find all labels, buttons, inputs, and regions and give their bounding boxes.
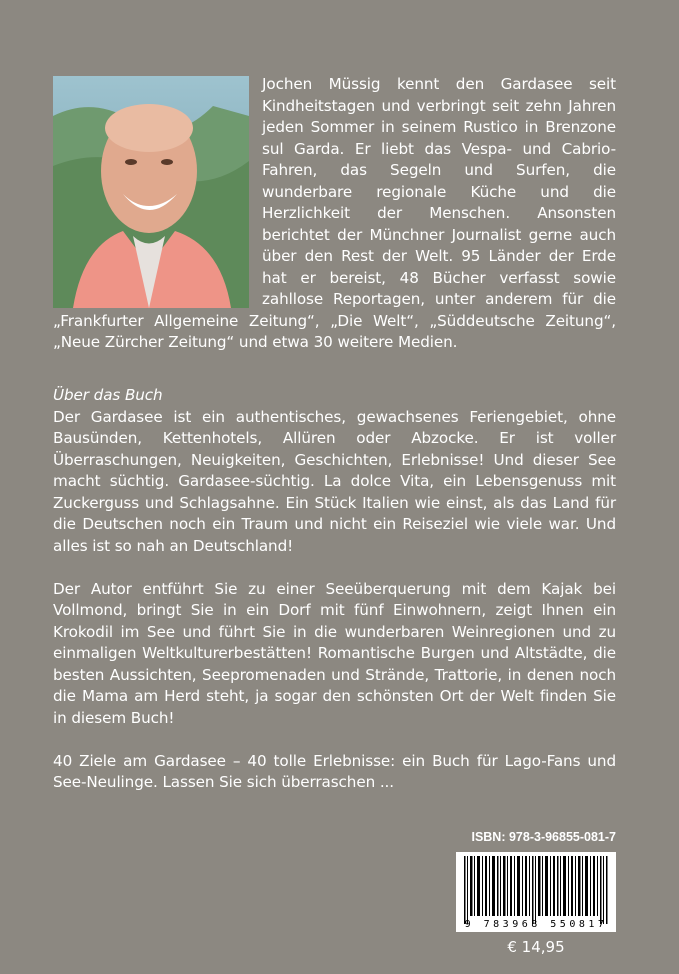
about-heading: Über das Buch xyxy=(53,386,163,404)
barcode xyxy=(456,852,616,932)
price: € 14,95 xyxy=(507,938,565,956)
isbn-label: ISBN: 978-3-96855-081-7 xyxy=(471,830,616,844)
photo-spacer xyxy=(53,74,262,310)
author-bio xyxy=(53,74,616,354)
barcode-digits: 9 783968 550817 xyxy=(464,919,608,930)
author-bio-text: Jochen Müssig kennt den Gardasee seit Kindheitstagen und verbringt seit zehn Jahren jeden Sommer in seinem Rustico in Brenzone sul Garda. Er liebt das Vespa- und Cabrio-Fahren, das Segeln und Surfen, die wunderbare regionale Küche und die Herzlichkeit der Menschen. Ansonsten berichtet der Münchner Journalist gerne auch über den Rest der Welt. 95 Länder der Erde hat er bereist, 48 Bücher verfasst sowie zahllose Reportagen, unter anderem für die „Frankfurter Allgemeine Zeitung“, „Die Welt“, „Süddeutsche Zeitung“, „Neue Zürcher Zeitung“ und etwa 30 weitere Medien. xyxy=(53,75,616,351)
about-paragraph-2: Der Autor entführt Sie zu einer Seeüberquerung mit dem Kajak bei Vollmond, bringt Sie in ein Dorf mit fünf Einwohnern, zeigt Ihnen ein Krokodil im See und führt Sie in die wunderbaren Weinregionen und zu einmaligen Weltkulturerbestätten! Romantische Burgen und Altstädte, die besten Aussichten, Seepromenaden und Strände, Trattorie, in denen noch die Mama am Herd steht, ja sogar den schönsten Ort der Welt finden Sie in diesem Buch! xyxy=(53,579,616,727)
about-the-book xyxy=(53,385,616,815)
about-paragraph-1: Der Gardasee ist ein authentisches, gewachsenes Feriengebiet, ohne Bausünden, Kettenhotels, Allüren oder Abzocke. Er ist voller Überraschungen, Neuigkeiten, Geschichten, Erlebnisse! Und dieser See macht süchtig. Gardasee-süchtig. La dolce Vita, ein Lebensgenuss mit Zuckerguss und Schlagsahne. Ein Stück Italien wie einst, als das Land für die Deutschen noch ein Traum und nicht ein Reiseziel wie viele war. Und alles ist so nah an Deutschland! xyxy=(53,407,616,555)
about-paragraph-3: 40 Ziele am Gardasee – 40 tolle Erlebnisse: ein Buch für Lago-Fans und See-Neulinge. Lassen Sie sich überraschen ... xyxy=(53,751,616,791)
